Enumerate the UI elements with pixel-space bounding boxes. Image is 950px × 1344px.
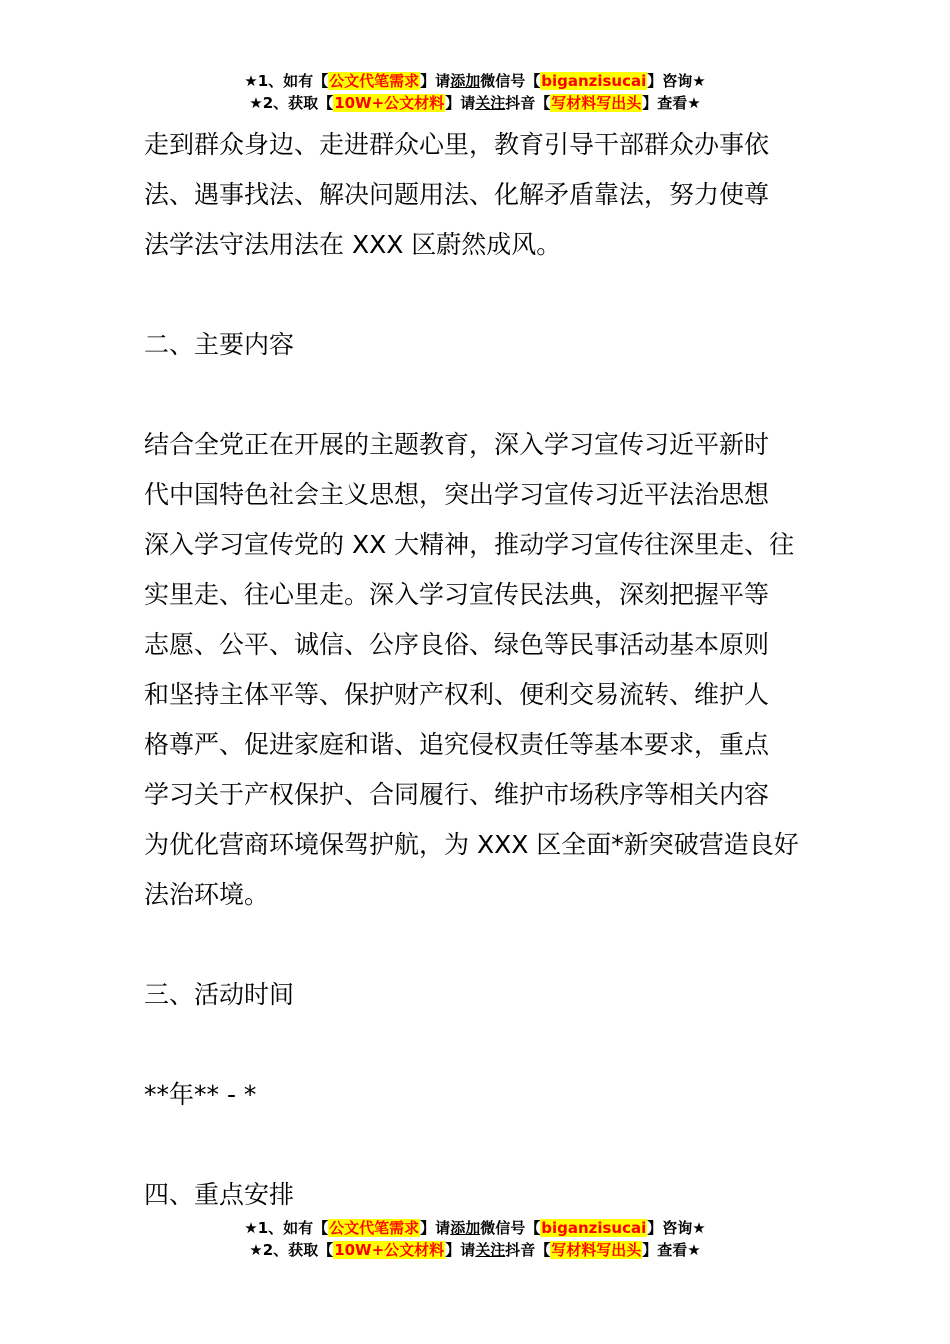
intro-line: 法、遇事找法、解决问题用法、化解矛盾靠法，努力使尊 [144,180,770,209]
section-heading-time: 三、活动时间 [144,980,295,1009]
paragraph-line: 和坚持主体平等、保护财产权利、便利交易流转、维护人 [144,680,770,709]
paragraph-line: 结合全党正在开展的主题教育，深入学习宣传习近平新时 [144,430,770,459]
paragraph-line: 实里走、往心里走。深入学习宣传民法典，深刻把握平等 [144,580,770,609]
section-heading-content: 二、主要内容 [144,330,295,359]
banner-line-2: ★2、获取【10W+公文材料】请关注抖音【写材料写出头】查看★ [249,1241,701,1259]
banner-highlight-douyin: 写材料写出头 [551,94,642,112]
banner-highlight-service: 公文代笔需求 [329,1219,420,1237]
document-body [144,120,824,1220]
header-banner [0,70,950,114]
banner-highlight-materials: 10W+公文材料 [334,94,445,112]
banner-highlight-service: 公文代笔需求 [329,72,420,90]
banner-line-1: ★1、如有【公文代笔需求】请添加微信号【biganzisucai】咨询★ [244,1219,706,1237]
paragraph-line: 深入学习宣传党的 XX 大精神，推动学习宣传往深里走、往 [144,530,795,559]
intro-line: 走到群众身边、走进群众心里，教育引导干部群众办事依 [144,130,770,159]
banner-line-1: ★1、如有【公文代笔需求】请添加微信号【biganzisucai】咨询★ [244,72,706,90]
section-heading-arrangement: 四、重点安排 [144,1180,295,1209]
banner-highlight-douyin: 写材料写出头 [551,1241,642,1259]
paragraph-line: 格尊严、促进家庭和谐、追究侵权责任等基本要求，重点 [144,730,770,759]
paragraph-line: 法治环境。 [144,880,270,909]
banner-highlight-wechat: biganzisucai [541,1219,647,1237]
footer-banner [0,1217,950,1261]
paragraph-line: 代中国特色社会主义思想，突出学习宣传习近平法治思想 [144,480,770,509]
banner-line-2: ★2、获取【10W+公文材料】请关注抖音【写材料写出头】查看★ [249,94,701,112]
banner-highlight-materials: 10W+公文材料 [334,1241,445,1259]
activity-time-value: **年** - * [144,1080,257,1109]
intro-line: 法学法守法用法在 XXX 区蔚然成风。 [144,230,562,259]
paragraph-line: 学习关于产权保护、合同履行、维护市场秩序等相关内容 [144,780,770,809]
paragraph-line: 为优化营商环境保驾护航，为 XXX 区全面*新突破营造良好 [144,830,799,859]
banner-highlight-wechat: biganzisucai [541,72,647,90]
paragraph-line: 志愿、公平、诚信、公序良俗、绿色等民事活动基本原则 [144,630,770,659]
